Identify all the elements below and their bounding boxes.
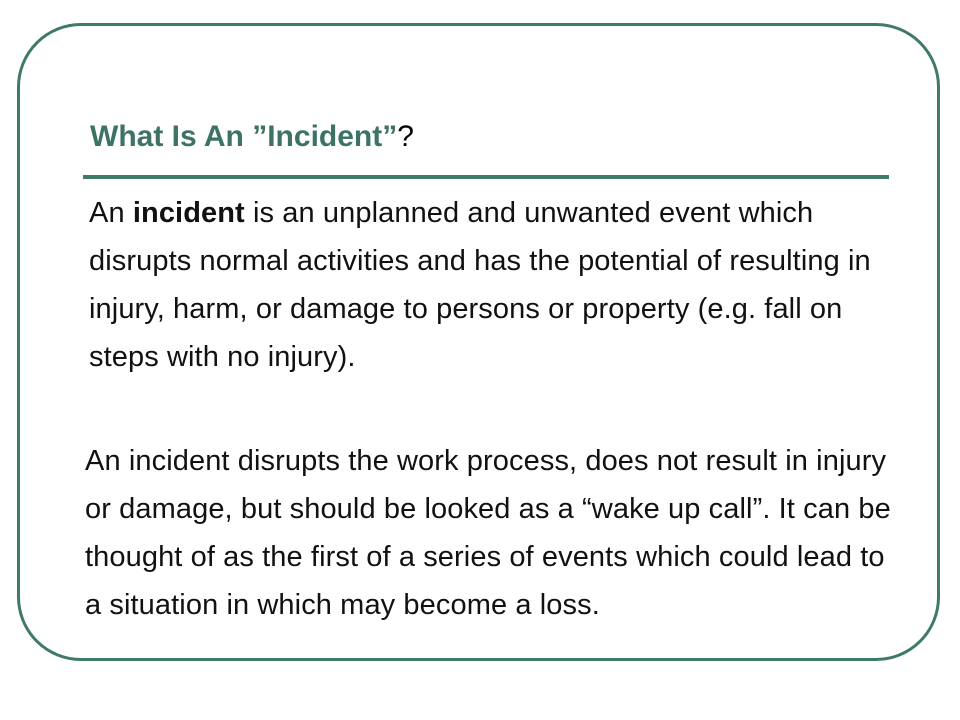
explanation-paragraph: An incident disrupts the work process, does not result in injury or damage, but should be looked as a “wake up call”. It can be thought of as the first of a series of events which could lead to a situation in which may become a loss. bbox=[85, 445, 891, 621]
title-divider bbox=[83, 175, 889, 179]
title-suffix: ? bbox=[397, 120, 414, 153]
definition-lead: An bbox=[89, 197, 133, 229]
title-highlight: ”Incident” bbox=[252, 120, 398, 153]
title-prefix: What Is An bbox=[90, 120, 253, 153]
slide-title bbox=[90, 116, 414, 158]
definition-body: is an unplanned and unwanted event which disrupts normal activities and has the potential of resulting in injury, harm, or damage to persons or property (e.g. fall on steps with no injury). bbox=[89, 197, 871, 373]
definition-keyword: incident bbox=[132, 197, 245, 229]
definition-paragraph bbox=[89, 189, 909, 381]
